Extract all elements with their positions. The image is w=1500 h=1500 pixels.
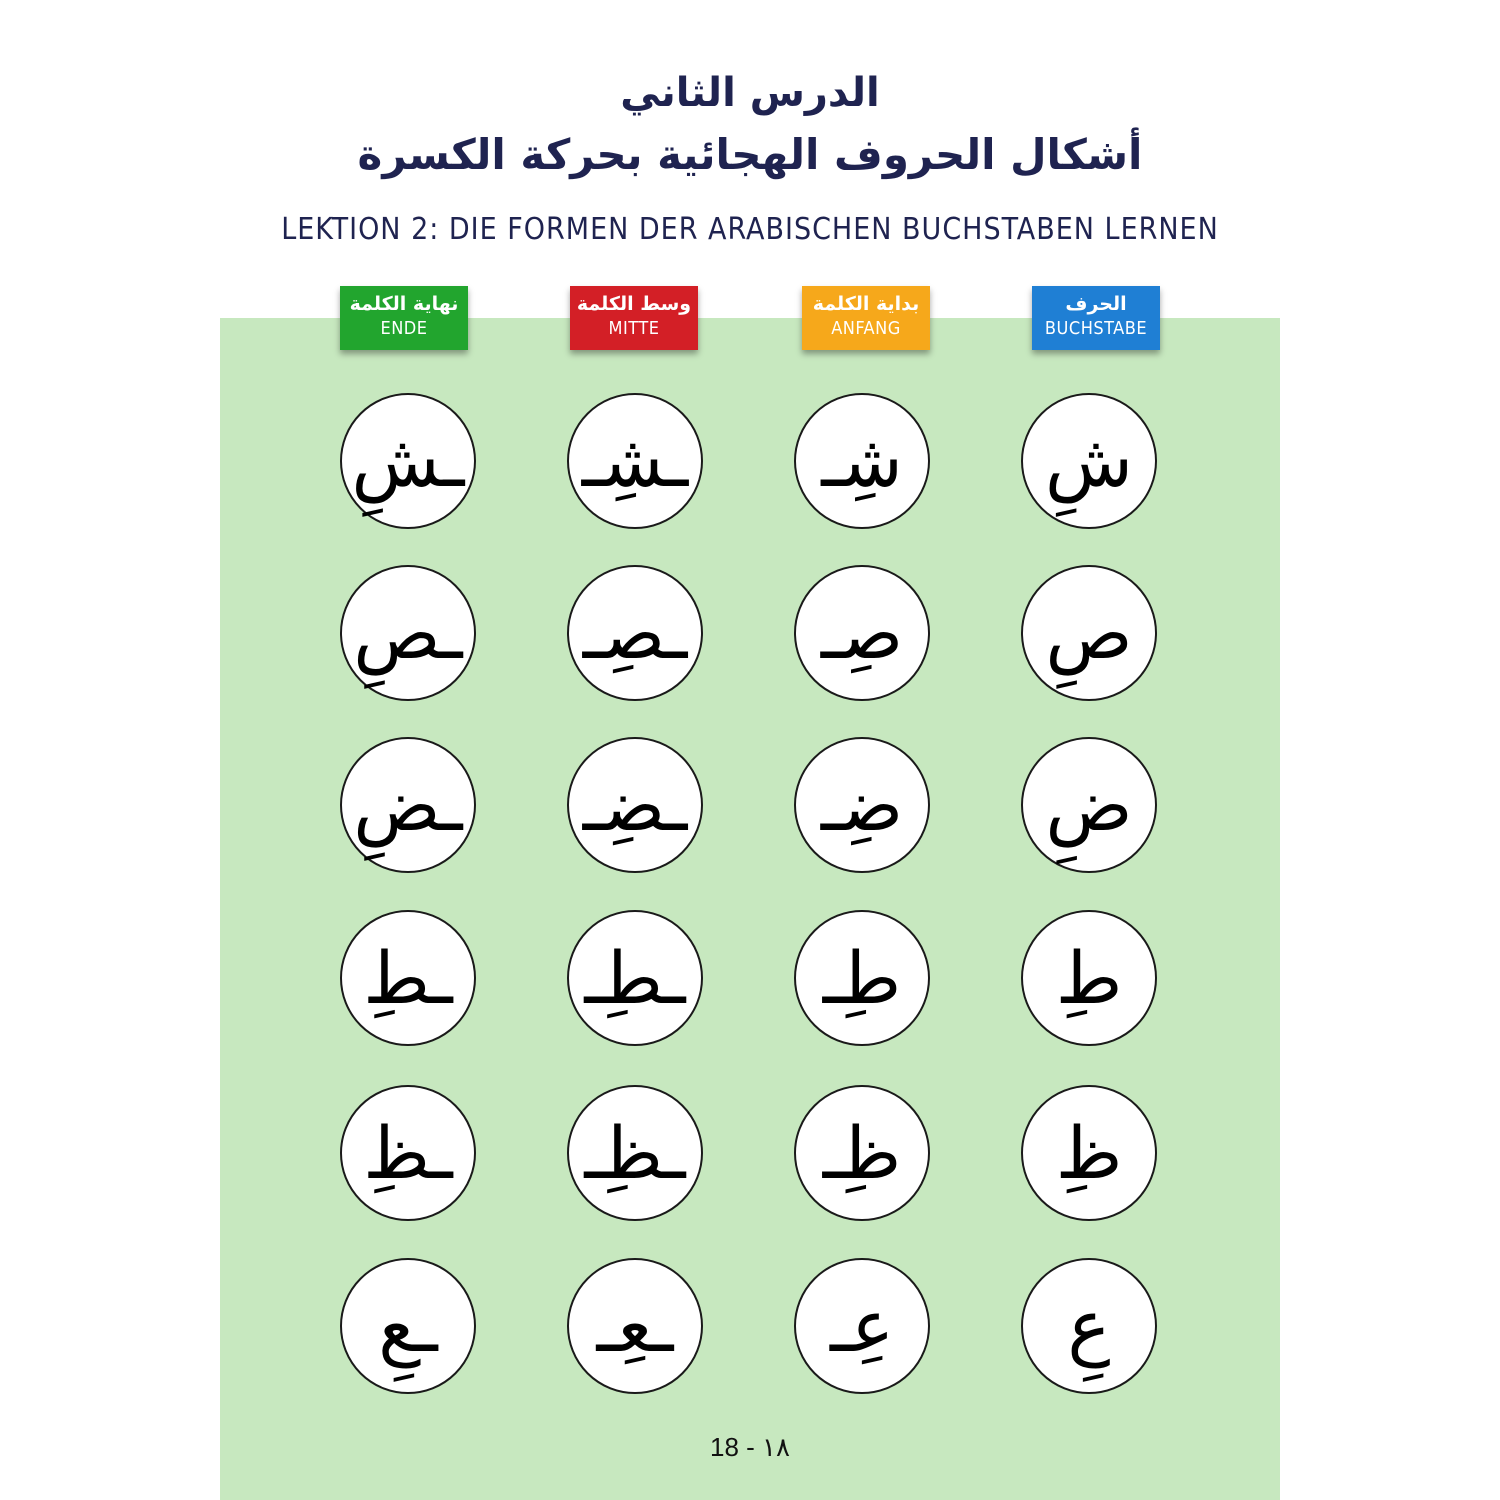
letter-start-form — [794, 1085, 930, 1221]
column-header-middle-ar: وسط الكلمة — [576, 293, 692, 315]
letter-glyph: ـطِـ — [584, 936, 686, 1020]
letter-middle-form — [567, 1085, 703, 1221]
letter-glyph: ـصِـ — [582, 591, 688, 675]
column-header-end-de: ENDE — [380, 318, 428, 339]
letter-end-form — [340, 737, 476, 873]
column-header-end-ar: نهاية الكلمة — [349, 293, 459, 315]
letter-glyph: ـعِ — [378, 1284, 438, 1368]
letter-glyph: ظِ — [1055, 1111, 1123, 1195]
column-header-start-de: ANFANG — [831, 318, 901, 339]
column-header-letter-ar: الحرف — [1065, 293, 1127, 315]
letter-glyph: ظِـ — [822, 1111, 902, 1195]
letter-glyph: ـشِـ — [581, 419, 689, 503]
letter-isolated-form — [1021, 1258, 1157, 1394]
letter-start-form — [794, 1258, 930, 1394]
letter-glyph: شِـ — [821, 419, 903, 503]
letter-middle-form — [567, 737, 703, 873]
lesson-title-german: LEKTION 2: DIE FORMEN DER ARABISCHEN BUCHSTABEN LERNEN — [281, 212, 1219, 247]
letter-glyph: شِ — [1045, 419, 1133, 503]
letter-isolated-form — [1021, 565, 1157, 701]
page-number: 18 - ١٨ — [710, 1432, 790, 1462]
letter-isolated-form — [1021, 1085, 1157, 1221]
letter-glyph: ضِـ — [820, 763, 904, 847]
column-header-letter-de: BUCHSTABE — [1044, 318, 1148, 339]
column-header-start — [802, 286, 930, 350]
letter-middle-form — [567, 393, 703, 529]
letter-glyph: ـعِـ — [596, 1284, 674, 1368]
lesson-title-arabic: الدرس الثاني — [620, 70, 880, 116]
column-header-middle — [570, 286, 698, 350]
letter-glyph: ـطِ — [363, 936, 453, 1020]
column-header-start-ar: بداية الكلمة — [812, 293, 920, 315]
letter-glyph: ـصِ — [353, 591, 463, 675]
letter-glyph: عِ — [1067, 1284, 1111, 1368]
column-header-end — [340, 286, 468, 350]
column-header-letter — [1032, 286, 1160, 350]
letter-start-form — [794, 393, 930, 529]
letter-glyph: صِـ — [820, 591, 904, 675]
letter-glyph: طِـ — [822, 936, 902, 1020]
letter-start-form — [794, 565, 930, 701]
letter-middle-form — [567, 1258, 703, 1394]
letter-glyph: ضِ — [1045, 763, 1133, 847]
letter-glyph: عِـ — [829, 1284, 895, 1368]
letter-middle-form — [567, 565, 703, 701]
letter-glyph: ـضِـ — [582, 763, 688, 847]
letter-isolated-form — [1021, 910, 1157, 1046]
lesson-subtitle-arabic: أشكال الحروف الهجائية بحركة الكسرة — [357, 130, 1143, 179]
column-header-middle-de: MITTE — [608, 318, 660, 339]
letter-isolated-form — [1021, 393, 1157, 529]
letter-glyph: ـظِ — [363, 1111, 453, 1195]
letter-isolated-form — [1021, 737, 1157, 873]
letter-end-form — [340, 910, 476, 1046]
letter-end-form — [340, 1085, 476, 1221]
letter-glyph: طِ — [1055, 936, 1123, 1020]
letter-end-form — [340, 393, 476, 529]
letter-middle-form — [567, 910, 703, 1046]
letter-glyph: ـشِ — [351, 419, 465, 503]
letter-end-form — [340, 565, 476, 701]
letter-start-form — [794, 737, 930, 873]
letter-glyph: ـظِـ — [584, 1111, 686, 1195]
letter-glyph: صِ — [1045, 591, 1133, 675]
letter-start-form — [794, 910, 930, 1046]
letter-glyph: ـضِ — [353, 763, 463, 847]
letter-end-form — [340, 1258, 476, 1394]
